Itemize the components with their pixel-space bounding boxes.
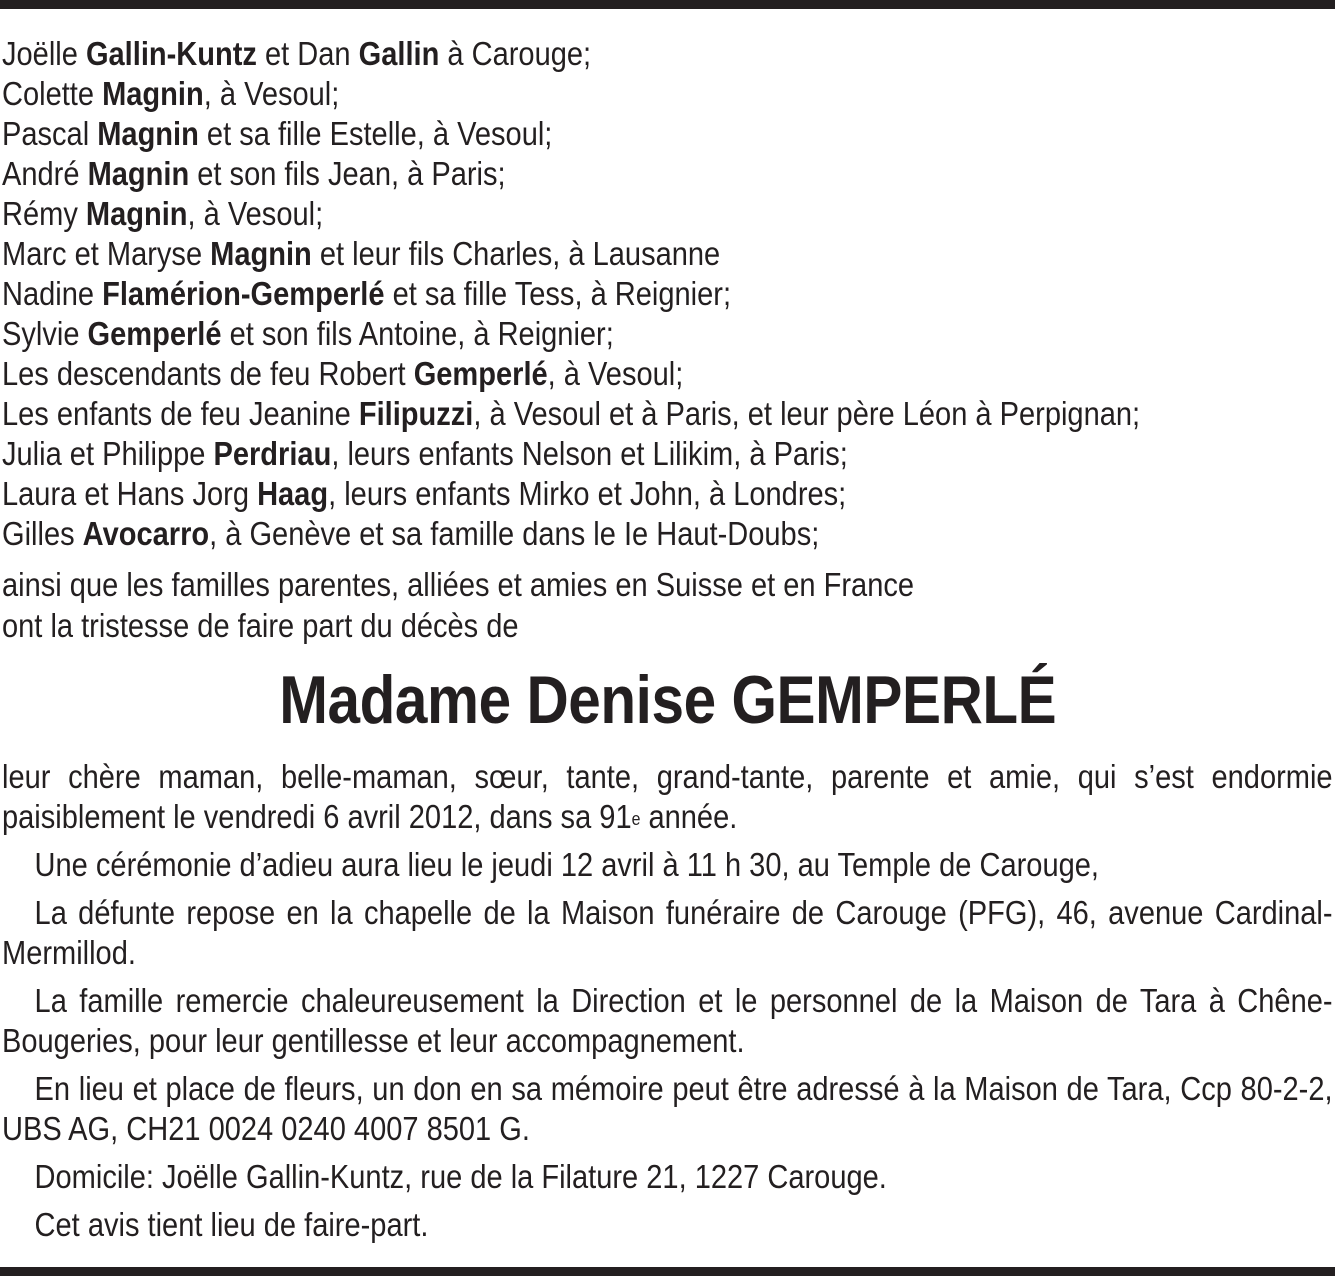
intro bbox=[2, 564, 1333, 646]
family-text: Joëlle bbox=[2, 35, 86, 72]
family-line bbox=[2, 354, 1333, 394]
family-surname: Gemperlé bbox=[413, 355, 548, 392]
paragraph-domicile: Domicile: Joëlle Gallin-Kuntz, rue de la Filature 21, 1227 Carouge. bbox=[34, 1158, 887, 1195]
family-line bbox=[2, 194, 1333, 234]
family-text: et son fils Jean, à Paris; bbox=[189, 155, 506, 192]
paragraph-thanks: La famille remercie chaleureusement la Direction et le personnel de la Maison de Tara à Chêne-Bougeries, pour leur gentillesse et leur accompagnement. bbox=[2, 982, 1333, 1059]
family-surname: Flamérion-Gemperlé bbox=[102, 275, 385, 312]
family-text: Laura et Hans Jorg bbox=[2, 475, 258, 512]
relationship-text: leur chère maman, belle-maman, sœur, tante, grand-tante, parente et amie, qui s’est endormie paisiblement le vendredi 6 avril 2012, dans sa 91 bbox=[2, 758, 1333, 835]
family-text: et sa fille Tess, à Reignier; bbox=[384, 275, 732, 312]
family-text: Les descendants de feu Robert bbox=[2, 355, 414, 392]
family-text: , à Genève et sa famille dans le Ie Haut-Doubs; bbox=[209, 515, 820, 552]
bottom-rule bbox=[0, 1267, 1335, 1276]
announcement-body bbox=[2, 757, 1333, 1253]
family-line bbox=[2, 154, 1333, 194]
family-text: et son fils Antoine, à Reignier; bbox=[221, 315, 614, 352]
family-line bbox=[2, 474, 1333, 514]
family-text: et leur fils Charles, à Lausanne bbox=[311, 235, 721, 272]
family-surname: Magnin bbox=[87, 155, 190, 192]
intro-line-2: ont la tristesse de faire part du décès de bbox=[2, 607, 519, 644]
family-text: Sylvie bbox=[2, 315, 88, 352]
ordinal-suffix: e bbox=[631, 809, 641, 829]
family-text: Marc et Maryse bbox=[2, 235, 211, 272]
family-text: à Carouge; bbox=[439, 35, 592, 72]
family-line bbox=[2, 394, 1333, 434]
family-surname: Haag bbox=[257, 475, 329, 512]
family-surname: Magnin bbox=[85, 195, 188, 232]
family-text: et sa fille Estelle, à Vesoul; bbox=[198, 115, 553, 152]
family-surname: Magnin bbox=[102, 75, 204, 112]
family-surname: Gallin-Kuntz bbox=[85, 35, 257, 72]
paragraph-donation: En lieu et place de fleurs, un don en sa mémoire peut être adressé à la Maison de Tara, Ccp 80-2-2, UBS AG, CH21 0024 0240 4007 8501 G. bbox=[2, 1070, 1333, 1147]
family-line bbox=[2, 114, 1333, 154]
relationship-text-end: année. bbox=[640, 798, 738, 835]
family-text: Colette bbox=[2, 75, 103, 112]
intro-line-1: ainsi que les familles parentes, alliées et amies en Suisse et en France bbox=[2, 566, 915, 603]
family-line bbox=[2, 434, 1333, 474]
family-line bbox=[2, 74, 1333, 114]
family-text: , à Vesoul et à Paris, et leur père Léon à Perpignan; bbox=[473, 395, 1141, 432]
family-text: , à Vesoul; bbox=[187, 195, 324, 232]
family-surname: Perdriau bbox=[213, 435, 332, 472]
family-text: Pascal bbox=[2, 115, 98, 152]
deceased-name-text: Madame Denise GEMPERLÉ bbox=[278, 662, 1056, 738]
deceased-name bbox=[0, 660, 1335, 740]
family-text: , leurs enfants Mirko et John, à Londres; bbox=[328, 475, 847, 512]
paragraph-relationship bbox=[2, 757, 1333, 837]
family-surname: Gallin bbox=[358, 35, 440, 72]
family-text: , à Vesoul; bbox=[547, 355, 684, 392]
family-surname: Filipuzzi bbox=[358, 395, 474, 432]
family-text: , leurs enfants Nelson et Lilikim, à Paris; bbox=[331, 435, 848, 472]
family-text: Les enfants de feu Jeanine bbox=[2, 395, 359, 432]
family-surname: Magnin bbox=[97, 115, 199, 152]
family-surname: Gemperlé bbox=[87, 315, 222, 352]
family-text: , à Vesoul; bbox=[203, 75, 340, 112]
family-text: et Dan bbox=[256, 35, 359, 72]
family-surname: Magnin bbox=[210, 235, 312, 272]
top-rule bbox=[0, 0, 1335, 9]
family-surname: Avocarro bbox=[82, 515, 210, 552]
family-list bbox=[2, 34, 1333, 646]
family-text: Julia et Philippe bbox=[2, 435, 214, 472]
family-line bbox=[2, 274, 1333, 314]
family-text: Rémy bbox=[2, 195, 86, 232]
family-line bbox=[2, 514, 1333, 554]
paragraph-notice: Cet avis tient lieu de faire-part. bbox=[34, 1206, 429, 1243]
family-line bbox=[2, 234, 1333, 274]
family-text: Gilles bbox=[2, 515, 83, 552]
paragraph-ceremony: Une cérémonie d’adieu aura lieu le jeudi 12 avril à 11 h 30, au Temple de Carouge, bbox=[34, 846, 1099, 883]
paragraph-chapel: La défunte repose en la chapelle de la Maison funéraire de Carouge (PFG), 46, avenue Cardinal-Mermillod. bbox=[2, 894, 1333, 971]
family-line bbox=[2, 314, 1333, 354]
family-line bbox=[2, 34, 1333, 74]
family-text: André bbox=[2, 155, 88, 192]
family-text: Nadine bbox=[2, 275, 103, 312]
